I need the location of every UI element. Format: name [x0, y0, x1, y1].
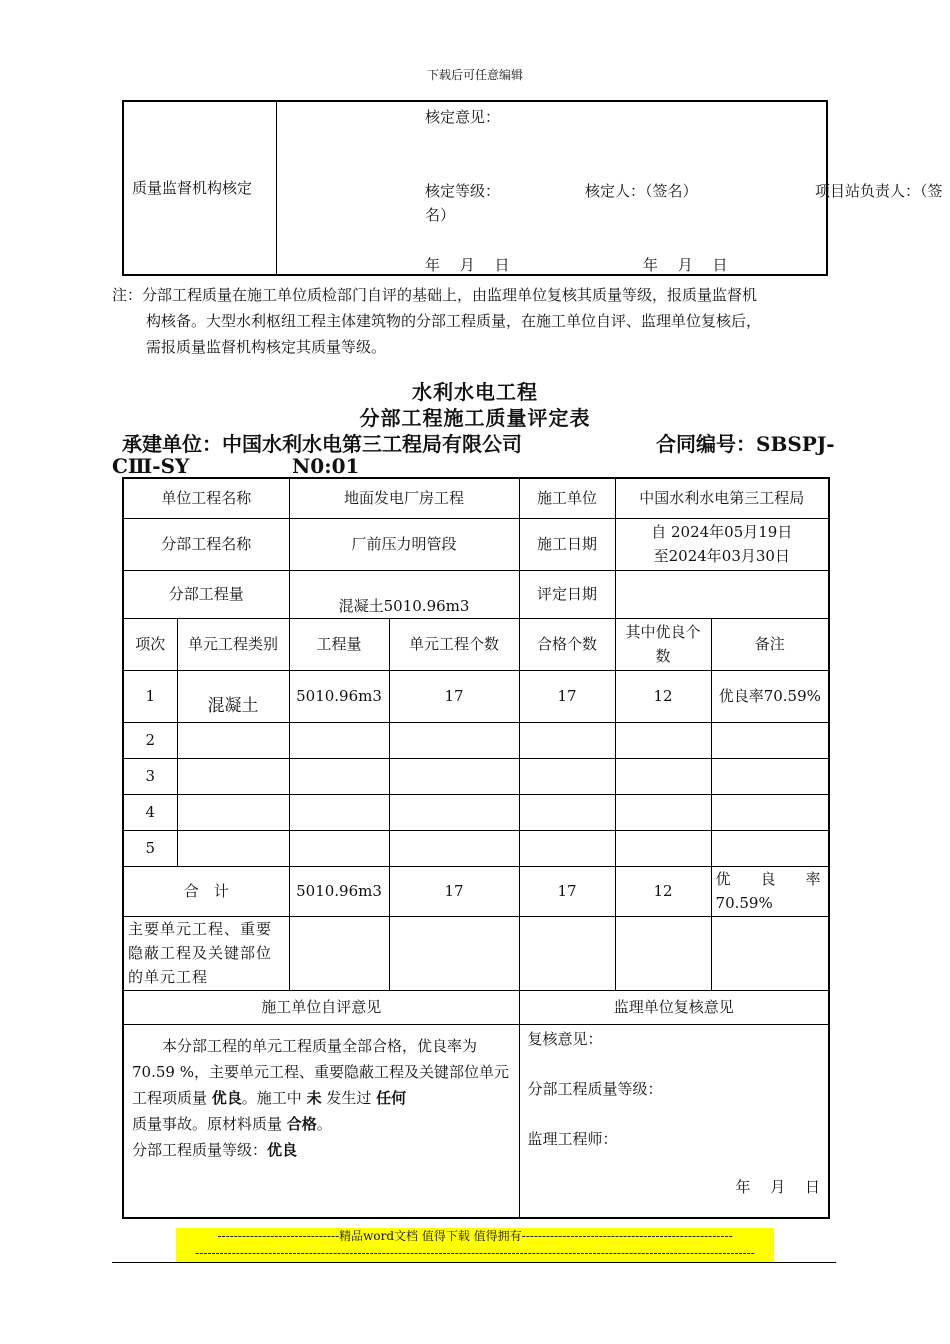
eval-date-value — [615, 570, 829, 618]
self-eval-grade-value: 优良 — [267, 1140, 298, 1159]
footer-divider — [112, 1262, 836, 1263]
date-from: 自 2024年05月19日 — [651, 523, 793, 541]
contractor-label: 承建单位：中国水利水电第三工程局有限公司 — [122, 432, 522, 456]
row-remark — [711, 830, 829, 866]
col-unit-type: 单元工程类别 — [177, 618, 289, 670]
total-count: 17 — [389, 866, 519, 916]
row-excellent — [615, 830, 711, 866]
row-qty — [289, 758, 389, 794]
self-eval-t2: %，主要单元工程、重要隐蔽工程及关键部位单元工程项质量 — [132, 1062, 509, 1107]
supervisor-header: 监理单位复核意见 — [519, 990, 829, 1024]
col-quantity: 工程量 — [289, 618, 389, 670]
construction-date-value — [615, 518, 829, 570]
table-row — [123, 758, 829, 794]
row-qualified — [519, 794, 615, 830]
supervision-station-head: 项目站负责人：（签 — [815, 182, 943, 200]
total-remark — [711, 866, 829, 916]
row-qty — [289, 722, 389, 758]
supervisor-grade: 分部工程质量等级： — [527, 1079, 663, 1098]
total-label: 合 计 — [123, 866, 289, 916]
major-units-label: 主要单元工程、重要隐蔽工程及关键部位的单元工程 — [123, 916, 289, 990]
note-line-1: 注：分部工程质量在施工单位质检部门自评的基础上，由监理单位复核其质量等级，报质量监督机 — [112, 286, 758, 304]
major-cell — [289, 916, 389, 990]
quantity-label: 分部工程量 — [123, 570, 289, 618]
title-line-1: 水利水电工程 — [412, 380, 538, 404]
col-qualified: 合格个数 — [519, 618, 615, 670]
self-eval-t1: 本分部工程的单元工程质量全部合格，优良率为 — [162, 1036, 478, 1055]
construction-unit-label: 施工单位 — [519, 478, 615, 518]
row-remark — [711, 758, 829, 794]
row-count — [389, 830, 519, 866]
supervision-label: 质量监督机构核定 — [123, 101, 277, 275]
supervision-grade: 核定等级： — [425, 182, 501, 200]
unit-project-value: 地面发电厂房工程 — [289, 478, 519, 518]
title-line-2: 分部工程施工质量评定表 — [359, 406, 591, 430]
row-no: 3 — [123, 758, 177, 794]
unit-project-label: 单位工程名称 — [123, 478, 289, 518]
row-remark: 优良率70.59% — [711, 670, 829, 722]
row-type — [177, 722, 289, 758]
footer-line-1: ------------------------------精品word文档 值得下载 值得拥有---------------------------------------------------- — [217, 1229, 733, 1243]
supervision-opinion: 核定意见： — [425, 108, 501, 126]
supervision-date-right: 年 月 日 — [643, 256, 728, 274]
supervisor-engineer: 监理工程师： — [527, 1129, 618, 1148]
self-eval-grade — [132, 1137, 511, 1163]
contract-number: 合同编号：SBSPJ- — [656, 432, 835, 456]
row-remark — [711, 794, 829, 830]
construction-unit-value: 中国水利水电第三工程局 — [615, 478, 829, 518]
row-qualified — [519, 758, 615, 794]
row-type — [177, 758, 289, 794]
self-eval-rate: 70.59 — [132, 1062, 175, 1081]
row-type: 混凝土 — [177, 670, 289, 722]
supervision-date-left: 年 月 日 — [425, 256, 510, 274]
row-qualified — [519, 722, 615, 758]
table-row — [123, 722, 829, 758]
self-eval-t5: 质量事故。原材料质量 — [132, 1088, 557, 1133]
row-no: 4 — [123, 794, 177, 830]
self-eval-body — [123, 1024, 557, 1218]
self-eval-material: 合格 — [286, 1114, 317, 1133]
row-count: 17 — [389, 670, 519, 722]
row-qty: 5010.96m3 — [289, 670, 389, 722]
supervisor-opinion: 复核意见： — [527, 1029, 603, 1048]
row-qualified — [519, 830, 615, 866]
row-excellent — [615, 794, 711, 830]
self-eval-text — [132, 1033, 557, 1137]
total-excellent: 12 — [615, 866, 711, 916]
contract-number-cont: CⅢ-SY — [112, 454, 190, 478]
row-qty — [289, 794, 389, 830]
major-cell — [519, 916, 615, 990]
col-remark: 备注 — [711, 618, 829, 670]
table-row — [123, 830, 829, 866]
row-type — [177, 794, 289, 830]
supervision-approver: 核定人：（签名） — [585, 182, 698, 200]
row-count — [389, 722, 519, 758]
supervision-content — [277, 101, 943, 275]
row-count — [389, 758, 519, 794]
evaluation-table — [122, 477, 830, 1219]
header-note: 下载后可任意编辑 — [426, 68, 523, 82]
row-excellent — [615, 758, 711, 794]
construction-date-label: 施工日期 — [519, 518, 615, 570]
sub-project-value: 厂前压力明管段 — [289, 518, 519, 570]
col-unit-count: 单元工程个数 — [389, 618, 519, 670]
form-no: N0:01 — [292, 454, 360, 478]
date-to: 至2024年03月30日 — [653, 547, 790, 565]
table-row — [123, 670, 829, 722]
self-eval-t4: 发生过 — [321, 1088, 377, 1107]
self-eval-t3: 。施工中 — [241, 1088, 307, 1107]
supervisor-body — [519, 1024, 829, 1218]
total-remark-b: 70.59% — [715, 894, 773, 912]
major-cell — [711, 916, 829, 990]
footer-line-2: ------------------------------------------------------------------------------------------------------------------------------------------ — [195, 1246, 755, 1260]
row-excellent: 12 — [615, 670, 711, 722]
row-qualified: 17 — [519, 670, 615, 722]
row-type — [177, 830, 289, 866]
self-eval-grade-label: 分部工程质量等级： — [132, 1140, 268, 1159]
self-eval-quality: 优良 — [211, 1088, 242, 1107]
sub-project-label: 分部工程名称 — [123, 518, 289, 570]
total-qualified: 17 — [519, 866, 615, 916]
row-no: 1 — [123, 670, 177, 722]
row-no: 5 — [123, 830, 177, 866]
major-cell — [389, 916, 519, 990]
note-line-3: 需报质量监督机构核定其质量等级。 — [146, 338, 387, 356]
footer-banner — [176, 1228, 774, 1262]
self-eval-t6: 。 — [316, 1114, 332, 1133]
note-line-2: 构核备。大型水利枢纽工程主体建筑物的分部工程质量，在施工单位自评、监理单位复核后， — [146, 312, 762, 330]
col-excellent: 其中优良个数 — [615, 618, 711, 670]
table-row — [123, 794, 829, 830]
self-eval-any: 任何 — [376, 1088, 407, 1107]
self-eval-header: 施工单位自评意见 — [123, 990, 519, 1024]
row-excellent — [615, 722, 711, 758]
eval-date-label: 评定日期 — [519, 570, 615, 618]
supervision-station-head-cont: 名） — [425, 206, 456, 224]
supervision-table — [122, 100, 943, 276]
row-no: 2 — [123, 722, 177, 758]
row-remark — [711, 722, 829, 758]
total-qty: 5010.96m3 — [289, 866, 389, 916]
row-qty — [289, 830, 389, 866]
major-cell — [615, 916, 711, 990]
col-item-no: 项次 — [123, 618, 177, 670]
quantity-value: 混凝土5010.96m3 — [289, 570, 519, 618]
supervisor-date: 年 月 日 — [735, 1177, 821, 1196]
row-count — [389, 794, 519, 830]
note — [112, 282, 842, 360]
total-row — [123, 866, 829, 916]
self-eval-not: 未 — [306, 1088, 322, 1107]
total-remark-a: 优 良 率 — [715, 870, 821, 888]
